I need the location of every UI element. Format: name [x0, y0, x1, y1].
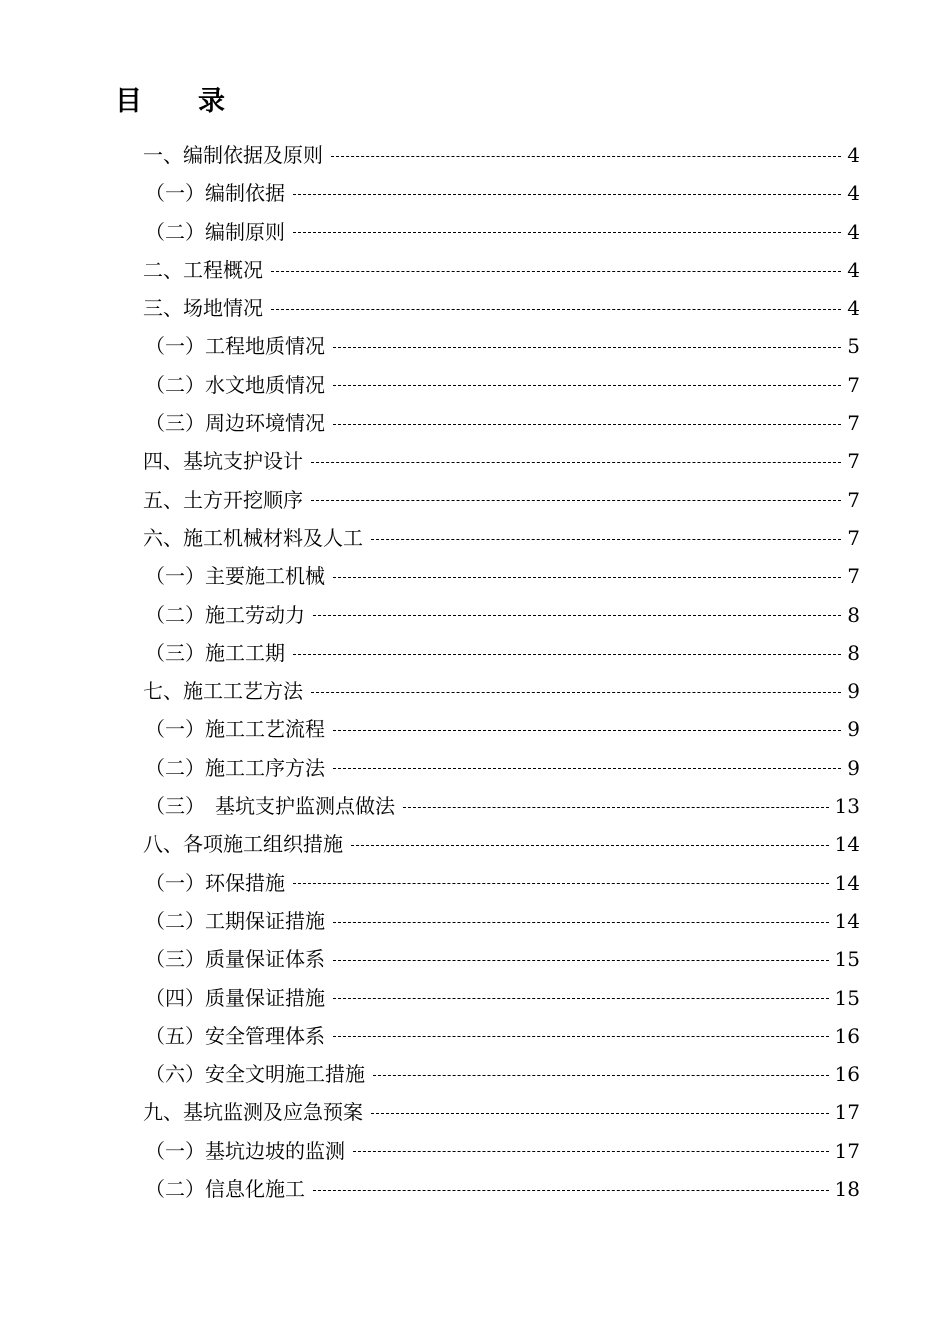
toc-entry-label: 四、基坑支护设计 [143, 449, 303, 474]
toc-entry[interactable] [143, 289, 860, 327]
toc-entry[interactable] [143, 902, 860, 940]
toc-entry-page-number: 15 [834, 985, 860, 1010]
toc-entry-label: （二）工期保证措施 [145, 908, 325, 933]
toc-entry-page-number: 4 [847, 296, 860, 321]
toc-entry-page-number: 9 [847, 755, 860, 780]
toc-entry-label: （二）信息化施工 [145, 1177, 305, 1202]
toc-entry-page-number: 4 [847, 143, 860, 167]
toc-entry-label: （一）基坑边坡的监测 [145, 1138, 345, 1163]
toc-entry-page-number: 4 [847, 257, 860, 282]
toc-entry-page-number: 17 [834, 1138, 860, 1163]
toc-entry[interactable] [143, 979, 860, 1017]
toc-leader-line [333, 998, 829, 999]
toc-entry-label: 五、土方开挖顺序 [143, 487, 303, 512]
toc-entry-label: 一、编制依据及原则 [143, 143, 323, 167]
toc-entry-label: 六、施工机械材料及人工 [143, 525, 363, 550]
toc-entry-page-number: 18 [834, 1177, 860, 1202]
toc-entry[interactable] [143, 213, 860, 251]
toc-entry-page-number: 9 [847, 717, 860, 742]
toc-leader-line [333, 347, 841, 348]
toc-leader-line [373, 1075, 829, 1076]
toc-leader-line [293, 194, 841, 195]
toc-entry-page-number: 14 [834, 832, 860, 857]
toc-entry-label: 八、各项施工组织措施 [143, 832, 343, 857]
toc-entry-label: （一）主要施工机械 [145, 564, 325, 589]
toc-entry-page-number: 9 [847, 679, 860, 704]
toc-entry[interactable] [143, 787, 860, 825]
toc-entry-page-number: 13 [834, 794, 860, 819]
toc-entry-page-number: 7 [847, 487, 860, 512]
toc-leader-line [311, 500, 841, 501]
toc-entry[interactable] [143, 442, 860, 480]
toc-entry-label: （四）质量保证措施 [145, 985, 325, 1010]
toc-leader-line [271, 271, 841, 272]
toc-entry-label: （二）施工劳动力 [145, 602, 305, 627]
toc-entry-label: （三）施工工期 [145, 640, 285, 665]
toc-leader-line [293, 883, 829, 884]
toc-entry-page-number: 16 [834, 1062, 860, 1087]
toc-entry-label: （三）质量保证体系 [145, 947, 325, 972]
toc-entry[interactable] [143, 672, 860, 710]
toc-entry-label: （一）环保措施 [145, 870, 285, 895]
toc-entry-label: （一）编制依据 [145, 181, 285, 206]
toc-entry[interactable] [143, 1017, 860, 1055]
toc-entry-page-number: 7 [847, 564, 860, 589]
toc-leader-line [313, 615, 841, 616]
toc-entry-label: 三、场地情况 [143, 296, 263, 321]
toc-entry-label: 九、基坑监测及应急预案 [143, 1100, 363, 1125]
toc-leader-line [331, 156, 841, 157]
toc-entry-page-number: 15 [834, 947, 860, 972]
toc-entry[interactable] [143, 136, 860, 174]
toc-entry-page-number: 14 [834, 908, 860, 933]
toc-list [143, 136, 860, 1208]
toc-entry[interactable] [143, 1055, 860, 1093]
toc-leader-line [293, 232, 841, 233]
toc-leader-line [333, 922, 829, 923]
toc-entry[interactable] [143, 174, 860, 212]
toc-entry-page-number: 14 [834, 870, 860, 895]
toc-leader-line [313, 1190, 829, 1191]
toc-leader-line [333, 577, 841, 578]
toc-entry[interactable] [143, 404, 860, 442]
toc-entry-page-number: 7 [847, 372, 860, 397]
toc-leader-line [333, 1036, 829, 1037]
toc-entry[interactable] [143, 710, 860, 748]
toc-entry-label: （三） 基坑支护监测点做法 [145, 794, 395, 819]
toc-entry[interactable] [143, 1093, 860, 1131]
toc-entry[interactable] [143, 596, 860, 634]
toc-entry[interactable] [143, 366, 860, 404]
toc-entry-page-number: 7 [847, 411, 860, 436]
toc-entry-label: 七、施工工艺方法 [143, 679, 303, 704]
toc-entry-label: （一）工程地质情况 [145, 334, 325, 359]
toc-leader-line [351, 845, 829, 846]
toc-leader-line [333, 385, 841, 386]
toc-entry[interactable] [143, 557, 860, 595]
toc-entry[interactable] [143, 1170, 860, 1208]
toc-entry[interactable] [143, 327, 860, 365]
toc-entry-page-number: 4 [847, 219, 860, 244]
toc-entry-page-number: 8 [847, 640, 860, 665]
toc-entry-label: 二、工程概况 [143, 257, 263, 282]
toc-entry[interactable] [143, 864, 860, 902]
toc-entry-page-number: 4 [847, 181, 860, 206]
toc-leader-line [311, 692, 841, 693]
toc-entry-label: （二）施工工序方法 [145, 755, 325, 780]
toc-entry-page-number: 16 [834, 1023, 860, 1048]
toc-leader-line [333, 960, 829, 961]
toc-title-part2: 录 [198, 86, 225, 117]
toc-entry-page-number: 7 [847, 449, 860, 474]
toc-leader-line [293, 654, 841, 655]
toc-leader-line [371, 1113, 829, 1114]
toc-entry-page-number: 17 [834, 1100, 860, 1125]
toc-leader-line [333, 424, 841, 425]
toc-entry-label: （五）安全管理体系 [145, 1023, 325, 1048]
toc-entry[interactable] [143, 634, 860, 672]
toc-leader-line [371, 539, 841, 540]
toc-entry-page-number: 8 [847, 602, 860, 627]
toc-entry[interactable] [143, 940, 860, 978]
toc-entry[interactable] [143, 251, 860, 289]
toc-leader-line [353, 1151, 829, 1152]
toc-title-part1: 目 [115, 86, 142, 117]
toc-leader-line [333, 768, 841, 769]
toc-entry[interactable] [143, 519, 860, 557]
toc-entry-label: （六）安全文明施工措施 [145, 1062, 365, 1087]
toc-leader-line [271, 309, 841, 310]
toc-entry[interactable] [143, 481, 860, 519]
toc-entry[interactable] [143, 1132, 860, 1170]
toc-entry-label: （二）编制原则 [145, 219, 285, 244]
toc-entry-label: （一）施工工艺流程 [145, 717, 325, 742]
toc-entry-label: （三）周边环境情况 [145, 411, 325, 436]
toc-entry-label: （二）水文地质情况 [145, 372, 325, 397]
toc-entry-page-number: 7 [847, 525, 860, 550]
toc-leader-line [311, 462, 841, 463]
toc-leader-line [403, 807, 829, 808]
toc-title [115, 82, 225, 122]
toc-entry-page-number: 5 [847, 334, 860, 359]
toc-entry[interactable] [143, 749, 860, 787]
toc-entry[interactable] [143, 825, 860, 863]
toc-leader-line [333, 730, 841, 731]
